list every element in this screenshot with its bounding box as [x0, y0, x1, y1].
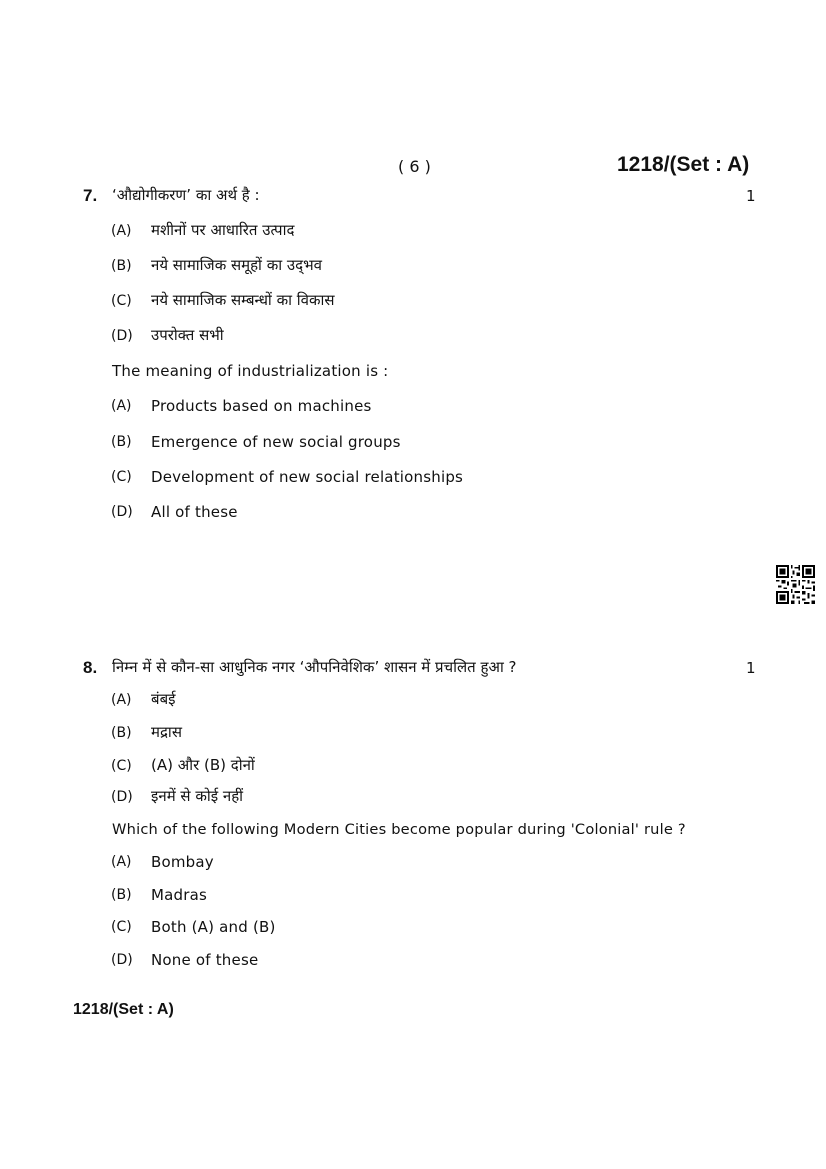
question-8-marks: 1	[746, 659, 756, 677]
q7-hindi-option-a-text: मशीनों पर आधारित उत्पाद	[151, 221, 295, 239]
question-7-hindi-text: ‘औद्योगीकरण’ का अर्थ है :	[112, 186, 260, 204]
q7-hindi-option-d-text: उपरोक्त सभी	[151, 326, 224, 344]
q8-hindi-option-c-text: (A) और (B) दोनों	[151, 756, 255, 774]
q8-english-option-d-letter: (D)	[111, 952, 133, 968]
q7-hindi-option-c-letter: (C)	[111, 293, 132, 309]
q8-english-option-a-letter: (A)	[111, 854, 132, 870]
page-number: ( 6 )	[398, 157, 431, 176]
q8-hindi-option-b-text: मद्रास	[151, 723, 182, 741]
q7-hindi-option-b-letter: (B)	[111, 258, 132, 274]
q8-english-option-a-text: Bombay	[151, 853, 214, 871]
q8-english-option-c-text: Both (A) and (B)	[151, 918, 276, 936]
q8-hindi-option-c-letter: (C)	[111, 758, 132, 774]
q7-english-option-b-text: Emergence of new social groups	[151, 433, 401, 451]
q7-hindi-option-b-text: नये सामाजिक समूहों का उद्‌भव	[151, 256, 322, 274]
q7-english-option-d-letter: (D)	[111, 504, 133, 520]
set-label-header: 1218/(Set : A)	[617, 153, 750, 176]
question-7-marks: 1	[746, 187, 756, 205]
q7-hindi-option-c-text: नये सामाजिक सम्बन्धों का विकास	[151, 291, 335, 309]
qr-code-icon	[776, 565, 815, 604]
q8-english-option-d-text: None of these	[151, 951, 259, 969]
question-7-english-text: The meaning of industrialization is :	[112, 362, 389, 380]
q7-english-option-d-text: All of these	[151, 503, 238, 521]
q8-english-option-b-text: Madras	[151, 886, 208, 904]
set-label-footer: 1218/(Set : A)	[73, 1001, 174, 1018]
q8-hindi-option-d-letter: (D)	[111, 789, 133, 805]
question-8-number: 8.	[83, 658, 98, 677]
q8-english-option-b-letter: (B)	[111, 887, 132, 903]
q8-hindi-option-a-letter: (A)	[111, 692, 132, 708]
q7-hindi-option-a-letter: (A)	[111, 223, 132, 239]
question-8-hindi-text: निम्न में से कौन-सा आधुनिक नगर ‘औपनिवेशिक’ शासन में प्रचलित हुआ ?	[112, 658, 517, 676]
question-8-english-text: Which of the following Modern Cities become popular during 'Colonial' rule ?	[112, 821, 686, 838]
q8-english-option-c-letter: (C)	[111, 919, 132, 935]
q7-hindi-option-d-letter: (D)	[111, 328, 133, 344]
q8-hindi-option-a-text: बंबई	[151, 690, 176, 708]
q8-hindi-option-d-text: इनमें से कोई नहीं	[151, 787, 244, 805]
q7-english-option-a-letter: (A)	[111, 398, 132, 414]
q8-hindi-option-b-letter: (B)	[111, 725, 132, 741]
q7-english-option-a-text: Products based on machines	[151, 397, 372, 415]
question-7-number: 7.	[83, 186, 98, 205]
q7-english-option-b-letter: (B)	[111, 434, 132, 450]
q7-english-option-c-text: Development of new social relationships	[151, 468, 464, 486]
q7-english-option-c-letter: (C)	[111, 469, 132, 485]
